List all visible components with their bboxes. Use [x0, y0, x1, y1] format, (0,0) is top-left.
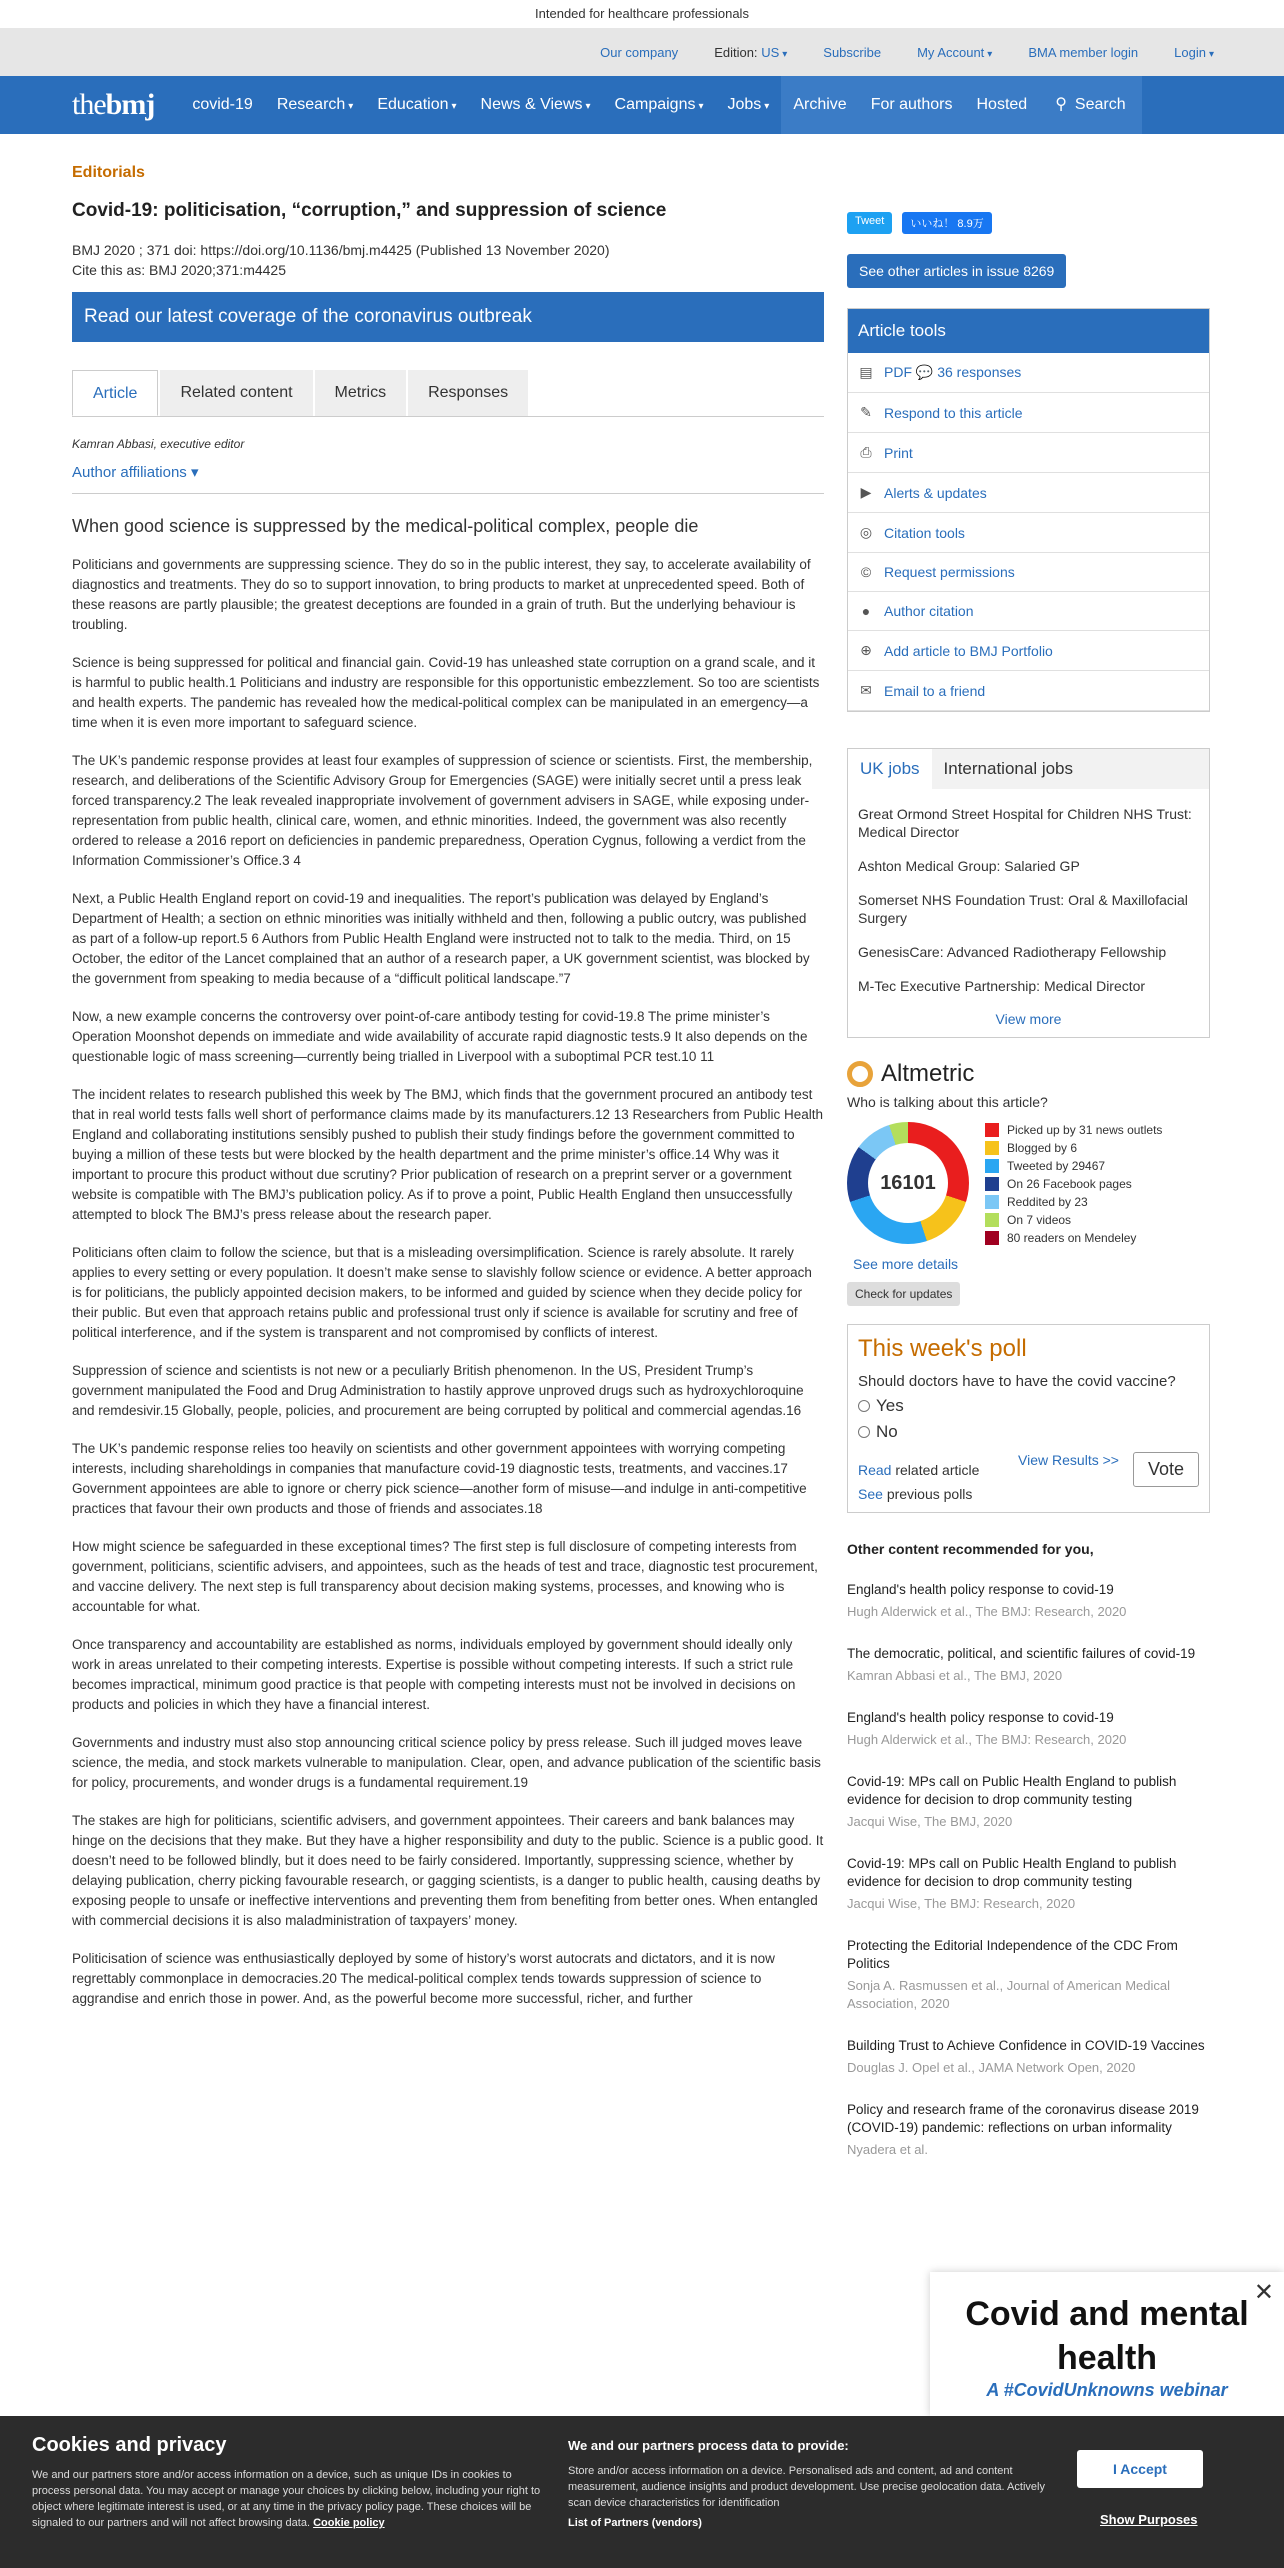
paragraph: Science is being suppressed for political and financial gain. Covid-19 has unleashed state corruption on a grand scale, and it is harmful to public health.1 Politicians and industry are responsible for this opportunistic embezzlement. So too are scientists and health experts. The pandemic has revealed how the medical-political complex can be manipulated in an emergency—a time when it is even more important to safeguard science. [72, 655, 820, 730]
article-tools-panel [847, 308, 1210, 712]
recommended-item-source: Hugh Alderwick et al., The BMJ: Research, 2020 [847, 1604, 1127, 1619]
recommended-item-title[interactable]: The democratic, political, and scientific failures of covid-19 [847, 1646, 1196, 1661]
recommended-item[interactable] [847, 1773, 1210, 1831]
altmetric-row-text: On 7 videos [1007, 1213, 1072, 1227]
altmetric-question: Who is talking about this article? [847, 1094, 1048, 1110]
nav-covid19[interactable]: covid-19 [192, 96, 253, 113]
utility-bar [0, 28, 1284, 76]
close-icon[interactable]: ✕ [1253, 2279, 1274, 2306]
bma-login-link[interactable]: BMA member login [1028, 44, 1139, 60]
recommended-item[interactable] [847, 1855, 1210, 1913]
tool-1[interactable] [848, 393, 1209, 433]
altmetric-row-text: 80 readers on Mendeley [1007, 1231, 1137, 1245]
tab-international-jobs[interactable]: International jobs [943, 759, 1074, 778]
paragraph: Politicisation of science was enthusiastically deployed by some of history’s worst autocrats and dictators, and it is now regrettably commonplace in democracies.20 The medical-political complex tends towards suppression of science to aggrandise and enrich those in power. And, as the powerful become more successful, richer, and further [72, 1951, 775, 2006]
edition-value[interactable]: US [761, 44, 780, 60]
altmetric-row-text: Picked up by 31 news outlets [1007, 1123, 1163, 1137]
altmetric-logo-icon [847, 1061, 873, 1087]
poll-option-yes[interactable]: Yes [858, 1396, 1199, 1416]
recommended-item-source: Sonja A. Rasmussen et al., Journal of American Medical Association, 2020 [847, 1978, 1170, 2011]
tab-uk-jobs[interactable]: UK jobs [848, 749, 932, 789]
plus-icon: ⊕ [860, 642, 872, 658]
edition-label: Edition: [714, 44, 758, 60]
recommended-item[interactable] [847, 1937, 1210, 2013]
cite-as: Cite this as: BMJ 2020;371:m4425 [72, 262, 287, 278]
nav-archive[interactable]: Archive [781, 76, 858, 134]
altmetric-row-text: On 26 Facebook pages [1007, 1177, 1132, 1191]
recommended-content [847, 1541, 1210, 2159]
paragraph: Politicians and governments are suppressing science. They do so in the public interest, they say, to accelerate availability of diagnostics and treatments. They do so to support innovation, to bring products to market at unprecedented speed. Both of these reasons are partly plausible; the greatest deceptions are founded in a grain of truth. But the underlying behaviour is troubling. [72, 557, 811, 632]
article-title: Covid-19: politicisation, “corruption,” and suppression of science [72, 200, 667, 221]
paragraph: The incident relates to research published this week by The BMJ, which finds that the government procured an antibody test that in real world tests falls well short of performance claims made by its manufacturers.12 13 Researchers from Public Health England and collaborating institutions sensibly pushed to publish their study findings before the government committed to buying a million of these tests but were blocked by the health department and the prime minister’s office.14 Why was it important to procure this product without due scrutiny? Prior publication of research on a preprint server or a government website is compatible with The BMJ’s publication policy. As if to prove a point, Public Health England then unsuccessfully attempted to block The BMJ’s press release about the research paper. [72, 1087, 824, 1222]
recommended-item-title[interactable]: England's health policy response to covid-19 [847, 1582, 1114, 1597]
chevron-down-icon: ▾ [698, 101, 704, 112]
see-more-details-link[interactable]: See more details [853, 1256, 959, 1272]
altmetric-row-text: Reddited by 23 [1007, 1195, 1088, 1209]
print-icon: ⎙ [860, 444, 872, 460]
tool-label: Request permissions [884, 564, 1015, 580]
nav-education[interactable]: Education ▾ [377, 96, 457, 113]
tool-label: Print [884, 444, 913, 461]
paragraph: The UK’s pandemic response provides at least four examples of suppression of science or scientists. First, the membership, research, and deliberations of the Scientific Advisory Group for Emergencies (SAGE) were initially secret until a press leak forced transparency.2 The leak revealed inappropriate involvement of government advisers in SAGE, while exposing under-representation from public health, clinical care, women, and ethnic minorities. Indeed, the government was also recently ordered to release a 2016 report on deficiencies in pandemic preparedness, Operation Cygnus, following a verdict from the Information Commissioner’s Office.3 4 [72, 753, 813, 868]
recommended-item-source: Hugh Alderwick et al., The BMJ: Research, 2020 [847, 1732, 1127, 1747]
search-button[interactable]: ⚲ Search [1039, 76, 1141, 134]
nav-jobs[interactable]: Jobs ▾ [727, 96, 770, 113]
recommended-item[interactable] [847, 1645, 1210, 1685]
paragraph: Next, a Public Health England report on covid-19 and inequalities. The report’s publication was delayed by England’s Department of Health; a section on ethnic minorities was initially withheld and then, following a public outcry, was published as part of a follow-up report.5 6 Authors from Public Health England were instructed not to talk to the media. Third, on 15 October, the editor of the Lancet complained that an author of a research paper, a UK government scientist, was blocked by the government from speaking to media because of a “difficult political landscape.”7 [72, 891, 810, 986]
tab-metrics[interactable]: Metrics [315, 370, 407, 416]
poll-panel [847, 1324, 1210, 1513]
poll-question: Should doctors have to have the covid vaccine? [858, 1373, 1176, 1390]
chevron-down-icon: ▾ [585, 101, 591, 112]
radio-no[interactable] [858, 1426, 870, 1438]
main-navigation [0, 76, 1284, 134]
altmetric-row[interactable] [985, 1212, 1162, 1228]
job-item[interactable]: Somerset NHS Foundation Trust: Oral & Maxillofacial Surgery [858, 892, 1188, 926]
my-account-menu[interactable] [917, 45, 992, 60]
tab-related-content[interactable]: Related content [160, 370, 312, 416]
altmetric-row[interactable] [985, 1122, 1162, 1138]
recommended-item-title[interactable]: Building Trust to Achieve Confidence in COVID-19 Vaccines [847, 2038, 1205, 2053]
legend-swatch [985, 1123, 999, 1137]
chevron-down-icon: ▾ [782, 48, 788, 60]
author-line: Kamran Abbasi, executive editor [72, 437, 245, 451]
paragraph: The UK’s pandemic response relies too heavily on scientists and other government appointees with worrying competing interests, including shareholdings in companies that manufacture covid-19 diagnostic tests, treatments, and vaccines.17 Government appointees are able to ignore or cherry pick science—another form of misuse—and indulge in anti-competitive practices that favour their own products and those of friends and associates.18 [72, 1441, 807, 1516]
tool-label: Citation tools [884, 524, 965, 541]
recommended-item-source: Jacqui Wise, The BMJ, 2020 [847, 1814, 1013, 1829]
altmetric-row-text: Tweeted by 29467 [1007, 1159, 1106, 1173]
see-link[interactable]: See [858, 1486, 883, 1502]
nav-hosted[interactable]: Hosted [965, 76, 1040, 134]
tab-article[interactable]: Article [72, 370, 158, 416]
recommended-item-title[interactable]: Covid-19: MPs call on Public Health England to publish evidence for decision to drop community testing [847, 1856, 1177, 1889]
tool-0[interactable] [848, 353, 1209, 393]
user-icon: ● [861, 603, 871, 619]
legend-swatch [985, 1141, 999, 1155]
mail-icon: ✉ [860, 682, 872, 698]
tool-4[interactable] [848, 513, 1209, 553]
pdf-icon: ▤ [859, 364, 873, 380]
recommended-item-title[interactable]: Policy and research frame of the coronavirus disease 2019 (COVID-19) pandemic: reflections on urban informality [847, 2102, 1199, 2135]
citation-line: BMJ 2020 ; 371 doi: https://doi.org/10.1136/bmj.m4425 (Published 13 November 2020) [72, 242, 610, 258]
tool-2[interactable] [848, 433, 1209, 473]
webinar-popup[interactable] [930, 2272, 1284, 2416]
sidebar [847, 212, 1210, 2159]
partners-title: We and our partners process data to provide: [568, 2438, 849, 2453]
my-account-label[interactable]: My Account [917, 44, 985, 60]
article-tabs [72, 370, 824, 417]
altmetric-row[interactable] [985, 1158, 1162, 1174]
accept-button[interactable]: I Accept [1077, 2450, 1203, 2488]
chevron-down-icon: ▾ [1208, 48, 1214, 60]
legend-swatch [985, 1231, 999, 1245]
view-more-jobs-link[interactable]: View more [995, 1011, 1062, 1027]
poll-title: This week's poll [858, 1335, 1027, 1362]
bmj-logo[interactable]: thebmj [72, 88, 155, 121]
tool-label: Add article to BMJ Portfolio [884, 642, 1053, 659]
cookie-title: Cookies and privacy [32, 2434, 227, 2456]
legend-swatch [985, 1177, 999, 1191]
recommended-item-title[interactable]: Protecting the Editorial Independence of the CDC From Politics [847, 1938, 1178, 1971]
article-body [72, 555, 824, 2009]
chevron-down-icon: ▾ [348, 101, 354, 112]
poll-option-no[interactable]: No [858, 1422, 1199, 1442]
healthcare-notice: Intended for healthcare professionals [0, 0, 1284, 28]
recommended-item-title[interactable]: Covid-19: MPs call on Public Health England to publish evidence for decision to drop community testing [847, 1774, 1177, 1807]
altmetric-row[interactable] [985, 1140, 1162, 1156]
article-column [72, 164, 824, 2009]
paragraph: Now, a new example concerns the controversy over point-of-care antibody testing for covid-19.8 The prime minister’s Operation Moonshot depends on immediate and wide availability of accurate rapid diagnostic tests.9 It also depends on the questionable logic of mass screening—currently being trialled in Liverpool with a suboptimal PCR test.10 11 [72, 1009, 808, 1064]
paragraph: Politicians often claim to follow the science, but that is a misleading oversimplification. Science is rarely absolute. It rarely applies to every setting or every population. It doesn’t make sense to slavishly follow science or evidence. A better approach is for politicians, the publicly appointed decision makers, to be informed and guided by science when they decide policy for their public. But even that approach retains public and professional trust only if science is available for scrutiny and free of political interference, and if the system is transparent and not compromised by conflicts of interest. [72, 1245, 812, 1340]
recommended-item[interactable] [847, 1581, 1210, 1621]
job-item[interactable]: M-Tec Executive Partnership: Medical Director [858, 978, 1146, 994]
altmetric-row[interactable] [985, 1194, 1162, 1210]
nav-campaigns[interactable]: Campaigns ▾ [614, 96, 704, 113]
tool-label: PDF 💬 36 responses [884, 364, 1022, 380]
view-results-link[interactable]: View Results >> [1018, 1452, 1119, 1468]
search-icon: ⚲ [1055, 96, 1067, 113]
recommended-item[interactable] [847, 2101, 1210, 2159]
login-label[interactable]: Login [1174, 44, 1206, 60]
recommended-title: Other content recommended for you, [847, 1541, 1094, 1557]
share-buttons [847, 212, 1210, 234]
login-menu[interactable] [1174, 45, 1214, 60]
edit-icon: ✎ [860, 404, 872, 420]
radio-yes[interactable] [858, 1400, 870, 1412]
tool-label: Email to a friend [884, 682, 986, 699]
recommended-item-title[interactable]: England's health policy response to covid-19 [847, 1710, 1114, 1725]
chevron-down-icon: ▾ [764, 101, 770, 112]
tool-label: Author citation [884, 603, 974, 619]
subscribe-link[interactable]: Subscribe [823, 44, 882, 60]
cookie-text: We and our partners store and/or access information on a device, such as unique IDs in cookies to process personal data. You may accept or manage your choices by clicking below, including your right to object where legitimate interest is used, or at any time in the privacy policy page. These choices will be signaled to our partners and will not affect browsing data. [32, 2469, 541, 2529]
altmetric-row[interactable] [985, 1230, 1162, 1246]
article-tools-title: Article tools [848, 309, 1209, 353]
legend-swatch [985, 1159, 999, 1173]
edition-selector[interactable] [714, 45, 787, 60]
our-company-link[interactable]: Our company [600, 44, 679, 60]
chevron-down-icon: ▾ [451, 101, 457, 112]
related-article-text: related article [895, 1462, 980, 1478]
section-label[interactable]: Editorials [72, 164, 145, 181]
tool-5[interactable] [848, 553, 1209, 592]
recommended-item-source: Kamran Abbasi et al., The BMJ, 2020 [847, 1668, 1063, 1683]
issue-button[interactable]: See other articles in issue 8269 [847, 254, 1066, 288]
recommended-item[interactable] [847, 2037, 1210, 2077]
popup-subtitle: A #CovidUnknowns webinar [986, 2380, 1228, 2400]
tool-label: Respond to this article [884, 404, 1023, 421]
paragraph: The stakes are high for politicians, scientific advisers, and government appointees. Their careers and bank balances may hinge on the decisions that they make. But they have a higher responsibility and duty to the public. Science is a public good. It doesn’t need to be followed blindly, but it does need to be fairly considered. Importantly, suppressing science, whether by delaying publication, cherry picking favourable research, or gagging scientists, is a danger to public health, causing deaths by exposing people to unsafe or ineffective interventions and preventing them from benefiting from better ones. When entangled with commercial decisions it is also maladministration of taxpayers’ money. [72, 1813, 824, 1928]
popup-title: Covid and mental health [965, 2295, 1249, 2377]
partners-text: Store and/or access information on a device. Personalised ads and content, ad and content measurement, audience insights and product development. Use precise geolocation data. Actively scan device characteristics for identification [568, 2465, 1045, 2509]
vote-button[interactable]: Vote [1133, 1452, 1199, 1487]
author-affiliations-toggle[interactable]: Author affiliations ▾ [72, 463, 824, 494]
read-link[interactable]: Read [858, 1462, 892, 1478]
tool-7[interactable] [848, 631, 1209, 671]
recommended-item[interactable] [847, 1709, 1210, 1749]
nav-news-views[interactable]: News & Views ▾ [480, 96, 591, 113]
previous-polls-text: previous polls [886, 1486, 973, 1502]
paragraph: How might science be safeguarded in these exceptional times? The first step is full disclosure of competing interests from government, politicians, scientific advisers, and appointees, such as the heads of test and trace, diagnostic test procurement, and vaccine delivery. The next step is full transparency about decision making systems, processes, and knowing who is accountable for what. [72, 1539, 818, 1614]
tool-3[interactable] [848, 473, 1209, 513]
facebook-like-button[interactable]: いいね！ 8.9万 [902, 212, 991, 234]
paragraph: Suppression of science and scientists is not new or a peculiarly British phenomenon. In the US, President Trump’s government manipulated the Food and Drug Administration to hastily approve unproved drugs such as hydroxychloroquine and remdesivir.15 Globally, people, policies, and procurement are being corrupted by political and commercial agendas.16 [72, 1363, 804, 1418]
standfirst: When good science is suppressed by the medical-political complex, people die [72, 516, 699, 536]
altmetric-score: 16101 [868, 1143, 948, 1223]
altmetric-panel [847, 1060, 1210, 1306]
tool-6[interactable] [848, 592, 1209, 631]
vendors-link[interactable]: List of Partners (vendors) [568, 2517, 702, 2529]
tweet-button[interactable]: Tweet [847, 212, 892, 234]
copyright-icon: © [860, 564, 872, 580]
cookie-policy-link[interactable]: Cookie policy [313, 2517, 385, 2529]
coverage-banner[interactable]: Read our latest coverage of the coronavirus outbreak [72, 292, 824, 342]
tool-8[interactable] [848, 671, 1209, 711]
legend-swatch [985, 1213, 999, 1227]
legend-swatch [985, 1195, 999, 1209]
check-for-updates-button[interactable]: Check for updates [847, 1282, 960, 1306]
altmetric-donut[interactable] [847, 1122, 969, 1244]
paragraph: Once transparency and accountability are established as norms, individuals employed by government should ideally only work in areas unrelated to their competing interests. Expertise is possible without competing interests. If such a strict rule becomes impractical, minimum good practice is that people with competing interests must not be involved in decisions on products and policies in which they have a financial interest. [72, 1637, 796, 1712]
nav-research[interactable]: Research ▾ [276, 96, 354, 113]
cookie-banner [0, 2416, 1284, 2568]
job-item[interactable]: Great Ormond Street Hospital for Children NHS Trust: Medical Director [858, 806, 1192, 840]
tool-label: Alerts & updates [884, 484, 987, 501]
paragraph: Governments and industry must also stop announcing critical science policy by press release. Such ill judged moves leave science, the media, and stock markets vulnerable to manipulation. Clear, open, and advance publication of the scientific basis for policy, procurements, and wonder drugs is a fundamental requirement.19 [72, 1735, 821, 1790]
tab-responses[interactable]: Responses [408, 370, 528, 416]
chevron-down-icon: ▾ [987, 48, 993, 60]
chevron-down-icon: ▾ [190, 464, 199, 481]
recommended-item-source: Jacqui Wise, The BMJ: Research, 2020 [847, 1896, 1076, 1911]
show-purposes-link[interactable]: Show Purposes [1100, 2512, 1198, 2527]
recommended-item-source: Nyadera et al. [847, 2142, 928, 2157]
recommended-item-source: Douglas J. Opel et al., JAMA Network Open, 2020 [847, 2060, 1136, 2075]
nav-for-authors[interactable]: For authors [859, 76, 965, 134]
globe-icon: ◎ [859, 524, 873, 540]
job-item[interactable]: Ashton Medical Group: Salaried GP [858, 858, 1080, 874]
jobs-panel [847, 748, 1210, 1038]
altmetric-row-text: Blogged by 6 [1007, 1141, 1078, 1155]
megaphone-icon: ▶ [860, 484, 872, 500]
altmetric-row[interactable] [985, 1176, 1162, 1192]
job-item[interactable]: GenesisCare: Advanced Radiotherapy Fellowship [858, 944, 1167, 960]
altmetric-title: Altmetric [881, 1060, 975, 1087]
